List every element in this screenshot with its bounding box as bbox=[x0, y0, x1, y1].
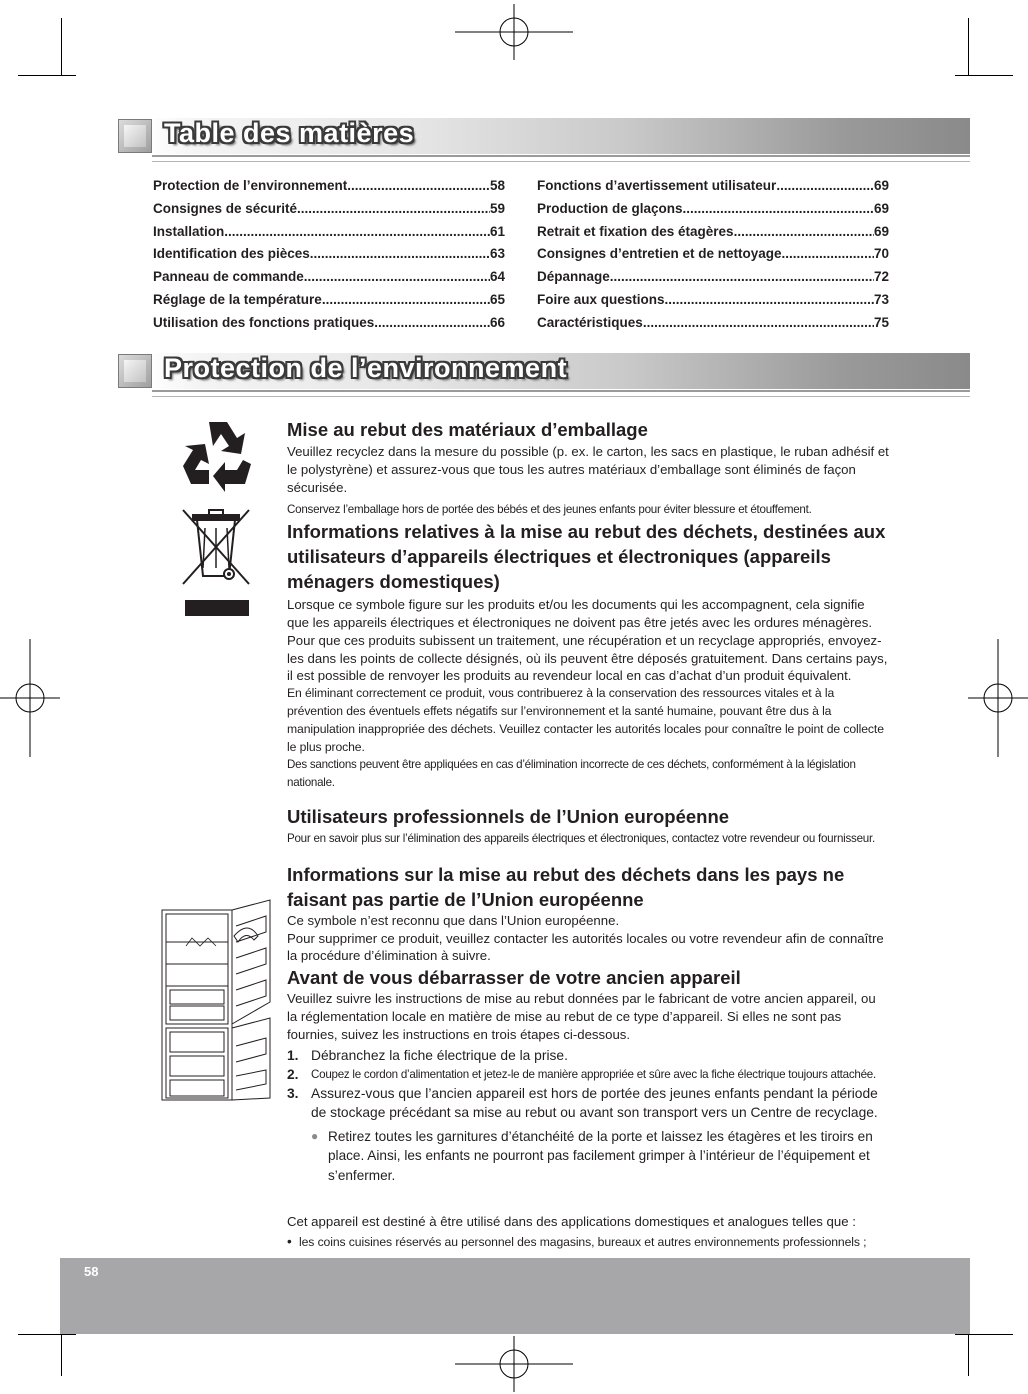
banner-underline bbox=[152, 155, 970, 157]
crop-mark bbox=[18, 1334, 76, 1335]
disposal-steps bbox=[287, 1046, 889, 1186]
packaging-heading: Mise au rebut des matériaux d’emballage bbox=[287, 419, 648, 440]
banner-underline bbox=[152, 396, 970, 397]
packaging-paragraph: Veuillez recyclez dans la mesure du possible (p. ex. le carton, les sacs en plastique, le ruban adhésif et le polystyrène) et assurez-vous que tous les autres matériaux d’emballage sont éliminés de façon sécurisée. bbox=[287, 444, 889, 495]
open-fridge-illustration bbox=[158, 898, 278, 1103]
non-eu-paragraph-1: Ce symbole n’est reconnu que dans l’Union européenne. bbox=[287, 912, 620, 928]
crop-mark bbox=[955, 75, 1013, 76]
crop-mark bbox=[61, 18, 62, 76]
non-eu-paragraph-2: Pour supprimer ce produit, veuillez contacter les autorités locales ou votre revendeur afin de connaître la procédure d’élimination à suivre. bbox=[287, 930, 884, 964]
list-item: 1. Débranchez la fiche électrique de la prise. bbox=[287, 1047, 568, 1063]
weee-paragraph-1: Lorsque ce symbole figure sur les produits et/ou les documents qui les accompagnent, cela signifie que les appareils électriques et électroniques ne doivent pas être jetés avec les ordures ménagères. bbox=[287, 597, 872, 630]
pro-users-heading: Utilisateurs professionnels de l’Union européenne bbox=[287, 805, 730, 827]
old-appliance-paragraph: Veuillez suivre les instructions de mise au rebut données par le fabricant de votre ancien appareil, ou la réglementation locale en matière de mise au rebut de ce type d’appareil. Si elles ne sont pas fournies, suivez les instructions en trois étapes ci-dessous. bbox=[287, 991, 876, 1042]
recycle-icon bbox=[179, 418, 257, 494]
non-eu-heading: Informations sur la mise au rebut des déchets dans les pays ne faisant pas partie de l’Union européenne bbox=[287, 863, 845, 910]
weee-bin-icon bbox=[179, 506, 255, 618]
registration-mark-left bbox=[0, 639, 60, 757]
crop-mark bbox=[968, 18, 969, 76]
toc-entry[interactable]: Identification des pièces ..... 63 bbox=[153, 243, 505, 266]
list-item: 3. Assurez-vous que l’ancien appareil est hors de portée des jeunes enfants pendant la période de stockage précédant sa mise au rebut ou avant son transport vers un Centre de recyclage. bbox=[287, 1085, 878, 1120]
banner-square-icon bbox=[118, 354, 152, 388]
registration-mark-bottom bbox=[455, 1336, 573, 1392]
toc-entry[interactable]: Protection de l’environnement ..... 58 bbox=[153, 175, 505, 198]
page-footer-bar bbox=[60, 1258, 970, 1334]
toc-entry[interactable]: Panneau de commande ..... 64 bbox=[153, 266, 505, 289]
list-item: ● Retirez toutes les garnitures d’étanchéité de la porte et laissez les étagères et les tiroirs en place. Ainsi, les enfants ne pourront pas facilement grimper à l’intérieur de l’équipement et s’enfermer. bbox=[287, 1127, 889, 1186]
packaging-warning: Conservez l’emballage hors de portée des bébés et des jeunes enfants pour éviter blessure et étouffement. bbox=[287, 503, 812, 517]
registration-mark-right bbox=[968, 639, 1028, 757]
toc-entry[interactable]: Utilisation des fonctions pratiques ..... 66 bbox=[153, 312, 505, 335]
banner-underline bbox=[152, 161, 970, 162]
pro-users-paragraph: Pour en savoir plus sur l’élimination des appareils électriques et électroniques, contactez votre revendeur ou fournisseur. bbox=[287, 831, 875, 845]
toc-entry[interactable]: Consignes de sécurité ..... 59 bbox=[153, 198, 505, 221]
environment-content bbox=[287, 417, 889, 1321]
toc-entry[interactable]: Dépannage ..... 72 bbox=[537, 266, 889, 289]
weee-paragraph-2: Pour que ces produits subissent un traitement, une récupération et un recyclage appropriés, envoyez-les dans les points de collecte désignés, où ils peuvent être déposés gratuitement. Dans certains pays, il est possible de renvoyer les produits au revendeur local en cas d’achat d’un produit équivalent. bbox=[287, 632, 888, 684]
crop-mark bbox=[955, 1334, 1013, 1335]
toc-entry[interactable]: Retrait et fixation des étagères ..... 69 bbox=[537, 221, 889, 244]
usage-intro: Cet appareil est destiné à être utilisé dans des applications domestiques et analogues telles que : bbox=[287, 1214, 856, 1230]
section-title: Protection de l’environnement bbox=[164, 353, 568, 383]
toc-right-column bbox=[537, 175, 889, 335]
old-appliance-heading: Avant de vous débarrasser de votre ancien appareil bbox=[287, 967, 741, 989]
toc-entry[interactable]: Foire aux questions ..... 73 bbox=[537, 289, 889, 312]
weee-heading: Informations relatives à la mise au rebut des déchets, destinées aux utilisateurs d’appareils électriques et électroniques (appareils ménagers domestiques) bbox=[287, 521, 886, 593]
list-item: 2. Coupez le cordon d’alimentation et jetez-le de manière appropriée et sûre avec la fiche électrique toujours attachée. bbox=[287, 1066, 876, 1082]
crop-mark bbox=[18, 75, 76, 76]
banner-underline bbox=[152, 390, 970, 392]
toc-entry[interactable]: Installation ..... 61 bbox=[153, 221, 505, 244]
toc-entry[interactable]: Production de glaçons ..... 69 bbox=[537, 198, 889, 221]
toc-entry[interactable]: Fonctions d’avertissement utilisateur ..... 69 bbox=[537, 175, 889, 198]
weee-paragraph-4: Des sanctions peuvent être appliquées en cas d’élimination incorrecte de ces déchets, conformément à la législation nationale. bbox=[287, 758, 856, 790]
registration-mark-top bbox=[455, 4, 573, 60]
banner-square-icon bbox=[118, 119, 152, 153]
toc-entry[interactable]: Caractéristiques ..... 75 bbox=[537, 312, 889, 335]
toc-entry[interactable]: Réglage de la température ..... 65 bbox=[153, 289, 505, 312]
toc-title: Table des matières bbox=[164, 118, 415, 148]
toc-entry[interactable]: Consignes d’entretien et de nettoyage ..... 70 bbox=[537, 243, 889, 266]
toc-left-column bbox=[153, 175, 505, 335]
list-item: • les coins cuisines réservés au personnel des magasins, bureaux et autres environnements professionnels ; bbox=[287, 1233, 867, 1249]
weee-paragraph-3: En éliminant correctement ce produit, vous contribuerez à la conservation des ressources vitales et à la prévention des éventuels effets négatifs sur l’environnement et la santé humaine, pouvant être dus à la manipulation inappropriée des déchets. Veuillez contacter les autorités locales pour connaître le point de collecte le plus proche. bbox=[287, 686, 884, 754]
page-number: 58 bbox=[84, 1264, 99, 1279]
bullet-icon: ● bbox=[311, 1128, 319, 1143]
